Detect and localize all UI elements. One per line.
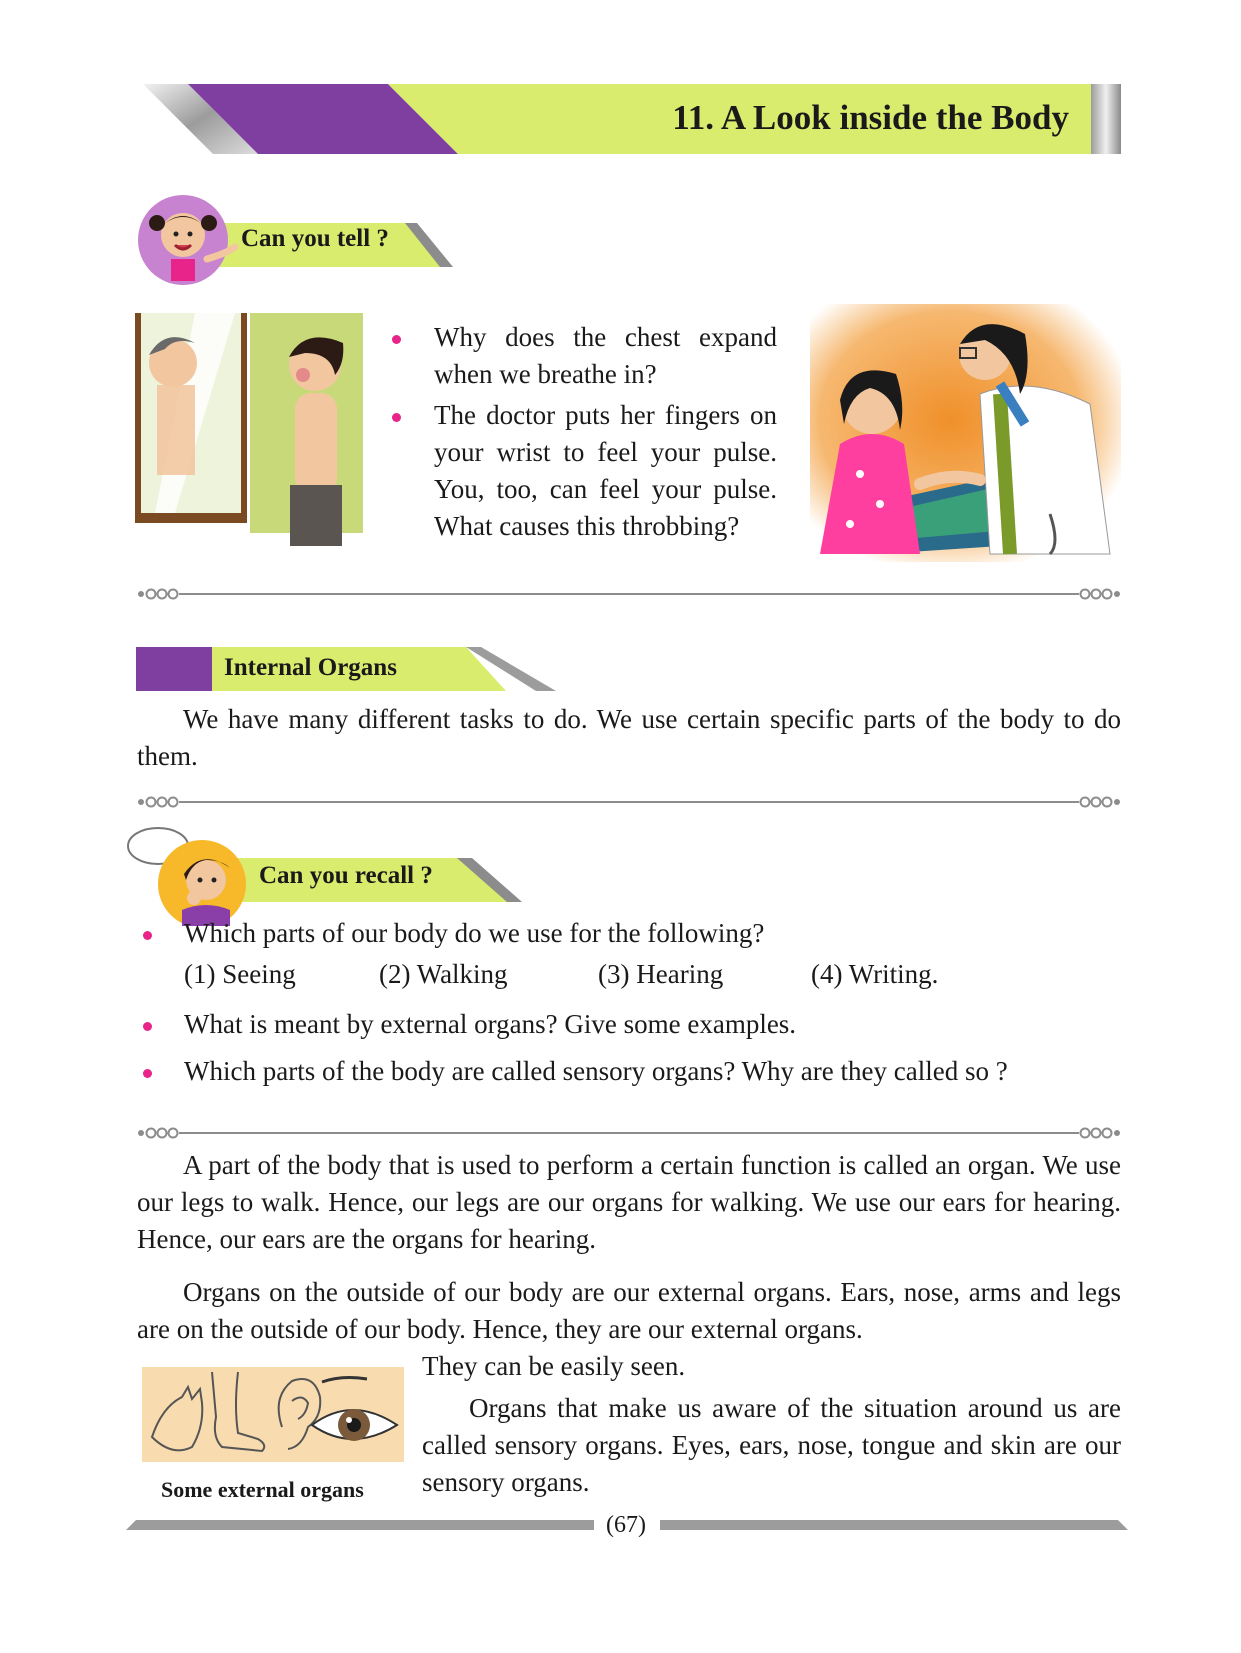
figure-caption: Some external organs [161, 1477, 364, 1502]
organ-definition-paragraph: A part of the body that is used to perform a certain function is called an organ. We use our legs to walk. Hence, our legs are our organs for walking. We use our ears for hearing. Hence, our ears are the organs for hearing. [137, 1150, 1121, 1254]
page-number: (67) [606, 1512, 646, 1538]
internal-organs-heading [136, 647, 556, 691]
footer-bar-left [126, 1520, 594, 1530]
chapter-title: 11. A Look inside the Body [672, 98, 1069, 137]
bullet-icon [143, 1069, 152, 1078]
bullet-icon [143, 931, 152, 940]
footer-bar-right [660, 1520, 1128, 1530]
question-item: Why does the chest expand when we breathe in? [387, 319, 777, 397]
bullet-icon [392, 335, 401, 344]
can-you-recall-tab [122, 826, 542, 926]
external-organs-figure [142, 1367, 404, 1462]
external-organs-paragraph-end: They can be easily seen. [422, 1351, 686, 1381]
recall-question-3: Which parts of the body are called sensory organs? Why are they called so ? [137, 1053, 1121, 1090]
external-organs-paragraph: Organs on the outside of our body are our external organs. Ears, nose, arms and legs are on the outside of our body. Hence, they are our external organs. [137, 1277, 1121, 1344]
recall-question-2: What is meant by external organs? Give some examples. [137, 1006, 1121, 1043]
can-you-recall-label: Can you recall ? [259, 862, 433, 889]
section-divider [137, 1127, 1121, 1139]
boy-mirror-illustration [135, 313, 363, 546]
bullet-icon [143, 1022, 152, 1031]
doctor-pulse-illustration [810, 304, 1121, 562]
can-you-tell-tab [135, 195, 465, 285]
bullet-icon [392, 413, 401, 422]
question-item: The doctor puts her fingers on your wrist to feel your pulse. You, too, can feel your pulse. What causes this throbbing? [387, 397, 777, 545]
sensory-organs-paragraph: Organs that make us aware of the situation around us are called sensory organs. Eyes, ears, nose, tongue and skin are our sensory organs. [422, 1393, 1121, 1497]
option-walking: (2) Walking [379, 959, 508, 989]
section-divider [137, 796, 1121, 808]
can-you-tell-questions [387, 319, 777, 545]
chapter-banner [143, 84, 1121, 154]
section-divider [137, 588, 1121, 600]
internal-organs-title: Internal Organs [224, 654, 397, 681]
can-you-tell-label: Can you tell ? [241, 225, 389, 252]
option-hearing: (3) Hearing [598, 959, 724, 989]
option-seeing: (1) Seeing [184, 959, 296, 989]
option-writing: (4) Writing. [811, 959, 939, 989]
recall-question-1: Which parts of our body do we use for the following? [137, 915, 1121, 952]
internal-organs-intro: We have many different tasks to do. We use certain specific parts of the body to do them. [137, 704, 1121, 771]
